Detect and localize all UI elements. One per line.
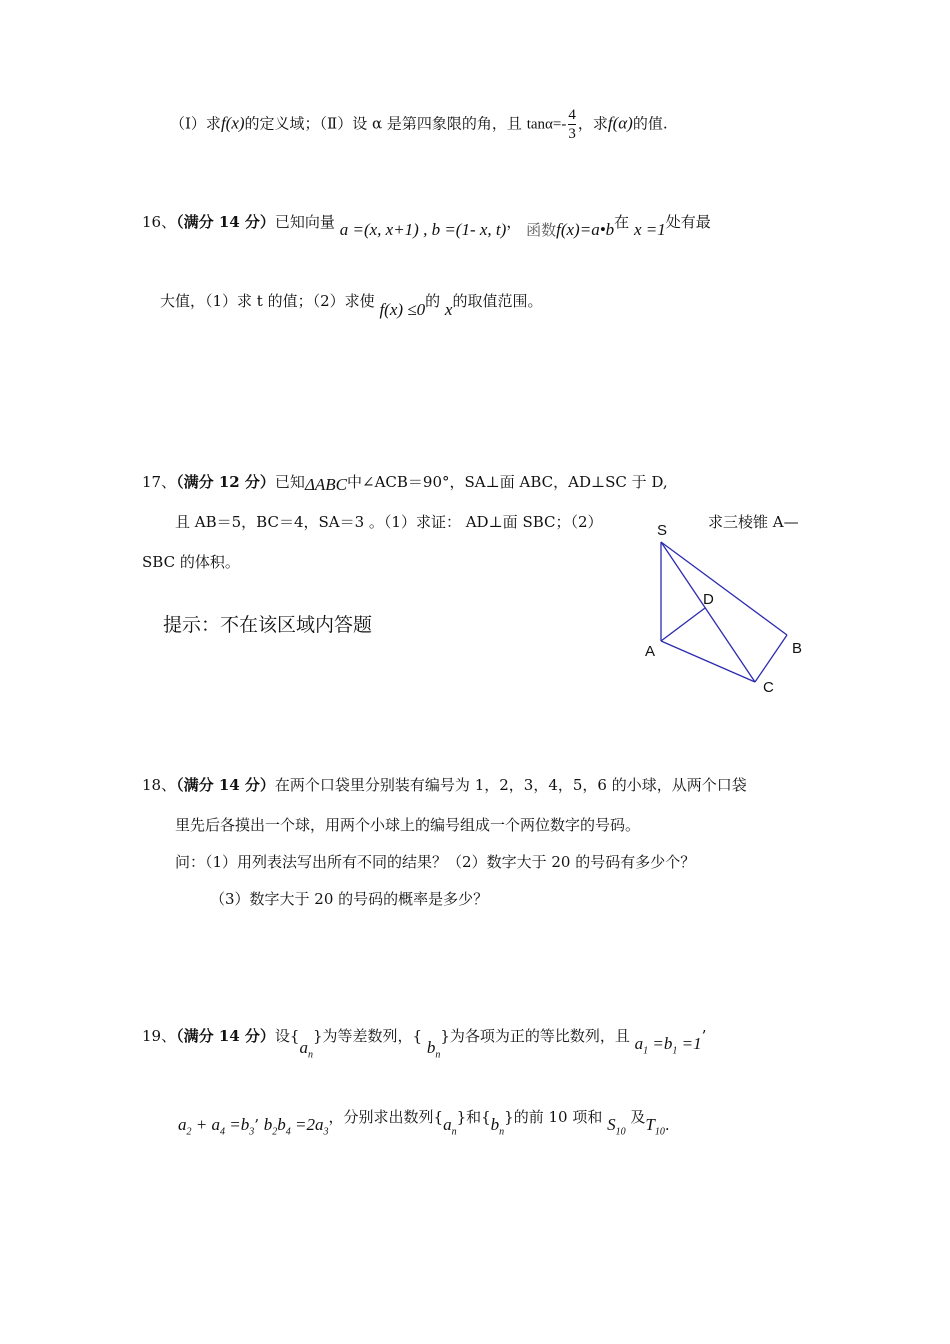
q19-S10 — [607, 1115, 626, 1138]
q17-line2 — [175, 512, 603, 532]
q19-eq-b1: =b — [648, 1034, 673, 1053]
q19-plus-a4: + a — [191, 1115, 220, 1134]
q15-frac-den: 3 — [568, 126, 576, 142]
q19-text3: }为各项为正的等比数列，且 — [440, 1027, 630, 1045]
q19-a4-sub: 4 — [219, 1126, 225, 1138]
q19-comma2: ’ — [254, 1116, 259, 1134]
q15-tan: tanα=- — [526, 116, 567, 133]
q15-frac-num: 4 — [568, 107, 576, 123]
q18-line3-text: 问：（1）用列表法写出所有不同的结果？（2）数字大于 20 的号码有多少个？ — [175, 853, 696, 871]
q19-b4-base: b — [277, 1115, 286, 1134]
q17-score: （满分 12 分） — [176, 473, 275, 491]
q17-line1 — [142, 472, 668, 492]
q16-max: 处有最 — [665, 213, 711, 231]
label-D: D — [703, 591, 714, 608]
q19-initial-terms — [634, 1034, 702, 1057]
edge-AD — [661, 608, 705, 641]
q19-a3-sub: 3 — [323, 1126, 329, 1138]
q15-tail-a: ，求 — [577, 114, 608, 133]
q19-first10: }的前 10 项和 — [504, 1108, 603, 1126]
q19-S-sub: 10 — [615, 1126, 626, 1138]
q18-number: 18、 — [142, 776, 177, 794]
edge-SB — [661, 542, 787, 635]
q19-S-base: S — [607, 1115, 616, 1134]
q15-domain-text: 的定义域；（Ⅱ）设 α 是第四象限的角，且 — [244, 114, 522, 133]
q16-func-word: 函数 — [526, 221, 557, 239]
q16-text1: 已知向量 — [274, 213, 335, 231]
q19-period: . — [664, 1116, 670, 1134]
q16-line2-a: 大值，（1）求 t 的值；（2）求使 — [160, 292, 375, 310]
q19-l2-text: ，分别求出数列{ — [328, 1108, 444, 1126]
q19-eq-1: =1 — [677, 1034, 702, 1053]
q19-and: }和{ — [456, 1108, 491, 1126]
q19-b4-sub: 4 — [285, 1126, 291, 1138]
q19-b-n2-sub: n — [499, 1126, 505, 1138]
tetrahedron-figure — [635, 515, 820, 705]
q16-line2-b: 的取值范围。 — [452, 292, 543, 310]
q18-line4 — [210, 889, 488, 909]
q19-T10 — [645, 1115, 665, 1138]
q15-f-alpha: f(α) — [607, 113, 633, 133]
label-C: C — [763, 679, 774, 696]
q18-line1-text: 在两个口袋里分别装有编号为 1，2，3，4，5，6 的小球，从两个口袋 — [274, 776, 747, 794]
q19-score: （满分 14 分） — [176, 1027, 275, 1045]
q17-number: 17、 — [142, 473, 177, 491]
q19-a-n-base: a — [299, 1038, 308, 1057]
q17-line2-right-text: 求三棱锥 A— — [708, 513, 799, 531]
q19-number: 19、 — [142, 1027, 177, 1045]
q19-b2-base: b — [263, 1115, 273, 1134]
q18-score: （满分 14 分） — [176, 776, 275, 794]
q19-condition1 — [178, 1115, 255, 1138]
q19-b-n-base: b — [426, 1038, 436, 1057]
q16-line2 — [160, 291, 543, 319]
q19-text1: 设{ — [274, 1027, 300, 1045]
q17-text2: 中∠ACB＝90°，SA⊥面 ABC，AD⊥SC 于 D, — [347, 473, 668, 491]
q19-a-n — [299, 1038, 313, 1061]
q15-line — [170, 106, 668, 143]
q15-part1: （Ⅰ）求 — [170, 114, 221, 133]
q16-x1: x =1 — [633, 220, 666, 239]
q19-a2-sub: 2 — [186, 1126, 192, 1138]
q19-condition2 — [263, 1115, 329, 1138]
answer-area-hint: 提示：不在该区域内答题 — [163, 614, 373, 636]
q15-fx: f(x) — [220, 113, 245, 133]
q19-text2: }为等差数列，{ — [312, 1027, 423, 1045]
q19-line2 — [178, 1108, 670, 1142]
q19-b3-sub: 3 — [249, 1126, 255, 1138]
label-B: B — [792, 640, 803, 657]
q19-a-n-2 — [443, 1115, 457, 1138]
label-S: S — [657, 522, 668, 539]
q19-b-n-sub: n — [435, 1049, 441, 1061]
q16-vectors: a =(x, x+1) , b =(1- x, t) — [339, 220, 507, 239]
label-A: A — [645, 643, 656, 660]
q19-a1-sub: 1 — [643, 1045, 649, 1057]
q16-fdef: f(x)=a•b — [556, 220, 615, 239]
q19-eq-2a3: =2a — [290, 1115, 324, 1134]
q18-line2 — [175, 815, 640, 835]
q19-line1 — [142, 1026, 707, 1061]
q19-a-n2-sub: n — [451, 1126, 457, 1138]
q16-line1 — [142, 212, 711, 239]
q16-de: 的 — [425, 292, 441, 310]
q16-score: （满分 14 分） — [176, 213, 275, 231]
q16-ineq: f(x) ≤0 — [379, 300, 426, 319]
q17-text1: 已知 — [274, 473, 305, 491]
q19-a1-base: a — [634, 1034, 644, 1053]
q18-line3 — [175, 852, 695, 872]
q19-a-n-sub: n — [307, 1049, 313, 1061]
q19-b2-sub: 2 — [272, 1126, 278, 1138]
q17-triangle: ΔABC — [304, 475, 348, 494]
q16-at: 在 — [614, 213, 630, 231]
q19-ji: 及 — [630, 1108, 646, 1126]
q18-line1 — [142, 775, 747, 795]
q19-b-n — [426, 1038, 441, 1061]
q17-line2-text: 且 AB＝5，BC＝4，SA＝3 。（1）求证： AD⊥面 SBC；（2） — [175, 513, 603, 531]
q16-comma: ， — [506, 213, 522, 231]
q19-a2-base: a — [178, 1115, 187, 1134]
q19-comma: ’ — [701, 1027, 707, 1045]
q15-fraction — [568, 106, 576, 143]
q18-line2-text: 里先后各摸出一个球，用两个小球上的编号组成一个两位数字的号码。 — [175, 816, 641, 834]
q19-b-n2-base: b — [490, 1115, 500, 1134]
q16-number: 16、 — [142, 213, 177, 231]
q15-tail-b: 的值. — [632, 114, 668, 133]
q17-line3 — [142, 552, 240, 572]
q19-a-n2-base: a — [443, 1115, 452, 1134]
q19-b1-sub: 1 — [672, 1045, 678, 1057]
q19-T-sub: 10 — [654, 1126, 665, 1138]
q19-T-base: T — [645, 1115, 655, 1134]
q16-x: x — [444, 300, 453, 319]
q17-line3-text: SBC 的体积。 — [142, 553, 240, 571]
q19-b-n-2 — [490, 1115, 505, 1138]
edge-BC — [755, 635, 787, 682]
q18-line4-text: （3）数字大于 20 的号码的概率是多少？ — [210, 890, 489, 908]
q19-eq-b3: =b — [224, 1115, 250, 1134]
